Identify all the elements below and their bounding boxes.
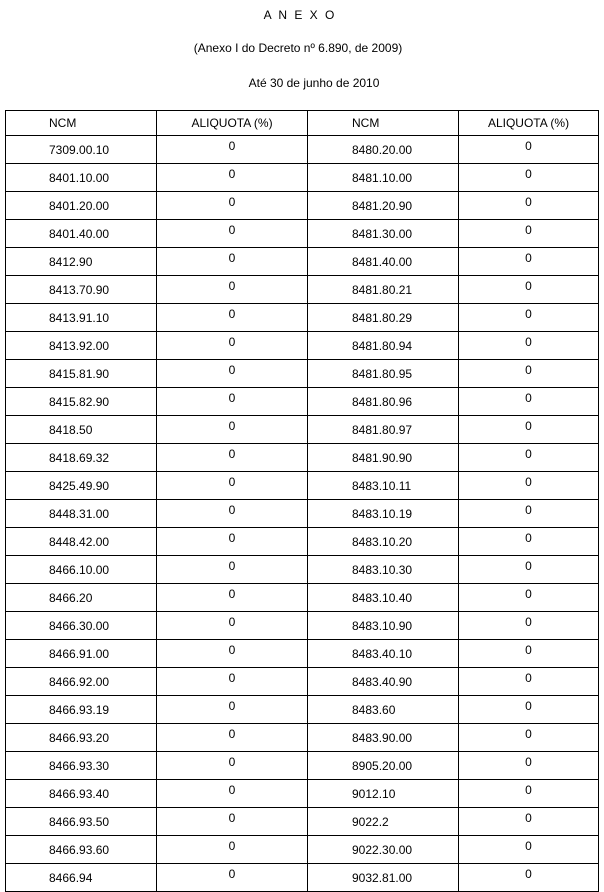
ncm-cell-2: 8481.80.21: [308, 276, 459, 304]
table-row: [6, 808, 599, 836]
aliquota-cell: 0: [157, 780, 308, 808]
aliquota-cell: 0: [157, 864, 308, 892]
ncm-cell: 8401.40.00: [6, 220, 157, 248]
ncm-cell-2: 8481.40.00: [308, 248, 459, 276]
ncm-cell-2: 8481.30.00: [308, 220, 459, 248]
aliquota-cell: 0: [157, 500, 308, 528]
table-row: [6, 388, 599, 416]
aliquota-cell-2: 0: [459, 276, 599, 304]
ncm-cell-2: 8483.40.10: [308, 640, 459, 668]
ncm-cell: 8466.20: [6, 584, 157, 612]
ncm-cell-2: 8483.10.19: [308, 500, 459, 528]
table-row: [6, 696, 599, 724]
aliquota-cell-2: 0: [459, 808, 599, 836]
ncm-cell: 8466.93.50: [6, 808, 157, 836]
aliquota-cell-2: 0: [459, 444, 599, 472]
table-row: [6, 500, 599, 528]
table-row: [6, 668, 599, 696]
aliquota-cell: 0: [157, 752, 308, 780]
ncm-cell: 8415.81.90: [6, 360, 157, 388]
table-row: [6, 192, 599, 220]
column-header-ncm: NCM: [6, 111, 157, 136]
aliquota-cell-2: 0: [459, 640, 599, 668]
ncm-cell: 8466.93.19: [6, 696, 157, 724]
ncm-cell-2: 8481.20.90: [308, 192, 459, 220]
ncm-cell: 8425.49.90: [6, 472, 157, 500]
ncm-cell-2: 8905.20.00: [308, 752, 459, 780]
table-row: [6, 612, 599, 640]
aliquota-cell: 0: [157, 556, 308, 584]
ncm-cell: 8466.92.00: [6, 668, 157, 696]
ncm-cell-2: 8481.90.90: [308, 444, 459, 472]
aliquota-cell: 0: [157, 836, 308, 864]
ncm-cell-2: 8481.10.00: [308, 164, 459, 192]
aliquota-cell: 0: [157, 444, 308, 472]
aliquota-cell: 0: [157, 136, 308, 164]
ncm-cell: 8412.90: [6, 248, 157, 276]
aliquota-cell-2: 0: [459, 500, 599, 528]
ncm-cell: 8466.91.00: [6, 640, 157, 668]
aliquota-cell-2: 0: [459, 472, 599, 500]
table-row: [6, 136, 599, 164]
aliquota-cell-2: 0: [459, 528, 599, 556]
column-header-aliquota-2: ALIQUOTA (%): [459, 111, 599, 136]
table-row: [6, 584, 599, 612]
table-row: [6, 416, 599, 444]
ncm-cell-2: 8481.80.97: [308, 416, 459, 444]
aliquota-cell-2: 0: [459, 584, 599, 612]
ncm-cell: 8466.94: [6, 864, 157, 892]
ncm-cell: 8466.93.20: [6, 724, 157, 752]
ncm-cell: 7309.00.10: [6, 136, 157, 164]
document-subtitle: (Anexo I do Decreto nº 6.890, de 2009): [193, 41, 403, 55]
ncm-cell-2: 8483.90.00: [308, 724, 459, 752]
aliquota-cell: 0: [157, 472, 308, 500]
table-row: [6, 528, 599, 556]
ncm-cell-2: 8483.10.30: [308, 556, 459, 584]
ncm-cell: 8466.10.00: [6, 556, 157, 584]
table-row: [6, 724, 599, 752]
ncm-cell-2: 8481.80.95: [308, 360, 459, 388]
table-row: [6, 220, 599, 248]
ncm-cell: 8415.82.90: [6, 388, 157, 416]
date-line: Até 30 de junho de 2010: [248, 76, 380, 90]
aliquota-cell: 0: [157, 724, 308, 752]
ncm-cell-2: 9022.2: [308, 808, 459, 836]
ncm-cell-2: 8481.80.94: [308, 332, 459, 360]
ncm-cell-2: 8483.10.11: [308, 472, 459, 500]
ncm-cell: 8466.93.60: [6, 836, 157, 864]
column-header-aliquota: ALIQUOTA (%): [157, 111, 308, 136]
ncm-cell-2: 8483.10.90: [308, 612, 459, 640]
aliquota-cell-2: 0: [459, 248, 599, 276]
table-row: [6, 248, 599, 276]
aliquota-cell-2: 0: [459, 136, 599, 164]
table-row: [6, 640, 599, 668]
ncm-cell: 8466.93.30: [6, 752, 157, 780]
table-row: [6, 472, 599, 500]
aliquota-cell: 0: [157, 248, 308, 276]
aliquota-cell: 0: [157, 276, 308, 304]
aliquota-cell: 0: [157, 332, 308, 360]
aliquota-cell-2: 0: [459, 780, 599, 808]
ncm-cell-2: 8483.10.40: [308, 584, 459, 612]
aliquota-cell-2: 0: [459, 220, 599, 248]
table-row: [6, 752, 599, 780]
aliquota-cell: 0: [157, 192, 308, 220]
table-row: [6, 164, 599, 192]
table-row: [6, 332, 599, 360]
column-header-ncm-2: NCM: [308, 111, 459, 136]
table-row: [6, 360, 599, 388]
aliquota-cell: 0: [157, 528, 308, 556]
ncm-cell: 8413.70.90: [6, 276, 157, 304]
ncm-cell-2: 8483.40.90: [308, 668, 459, 696]
table-row: [6, 836, 599, 864]
aliquota-cell: 0: [157, 668, 308, 696]
aliquota-cell: 0: [157, 640, 308, 668]
aliquota-cell-2: 0: [459, 360, 599, 388]
aliquota-cell-2: 0: [459, 668, 599, 696]
aliquota-cell-2: 0: [459, 192, 599, 220]
aliquota-cell-2: 0: [459, 752, 599, 780]
ncm-cell: 8448.31.00: [6, 500, 157, 528]
aliquota-cell-2: 0: [459, 556, 599, 584]
document-title: A N E X O: [263, 8, 337, 22]
ncm-cell: 8401.10.00: [6, 164, 157, 192]
ncm-cell: 8466.30.00: [6, 612, 157, 640]
table-row: [6, 444, 599, 472]
aliquota-cell: 0: [157, 304, 308, 332]
ncm-cell-2: 9012.10: [308, 780, 459, 808]
ncm-rate-table: [5, 110, 599, 892]
ncm-cell-2: 8481.80.29: [308, 304, 459, 332]
ncm-cell: 8413.91.10: [6, 304, 157, 332]
aliquota-cell-2: 0: [459, 164, 599, 192]
table-row: [6, 304, 599, 332]
ncm-cell-2: 9022.30.00: [308, 836, 459, 864]
aliquota-cell: 0: [157, 416, 308, 444]
aliquota-cell: 0: [157, 612, 308, 640]
aliquota-cell-2: 0: [459, 612, 599, 640]
ncm-cell: 8401.20.00: [6, 192, 157, 220]
aliquota-cell: 0: [157, 808, 308, 836]
table-row: [6, 556, 599, 584]
aliquota-cell: 0: [157, 360, 308, 388]
table-row: [6, 276, 599, 304]
aliquota-cell: 0: [157, 696, 308, 724]
ncm-cell-2: 8483.10.20: [308, 528, 459, 556]
ncm-cell-2: 8481.80.96: [308, 388, 459, 416]
aliquota-cell-2: 0: [459, 864, 599, 892]
ncm-cell-2: 8480.20.00: [308, 136, 459, 164]
aliquota-cell-2: 0: [459, 332, 599, 360]
aliquota-cell: 0: [157, 220, 308, 248]
aliquota-cell-2: 0: [459, 416, 599, 444]
table-row: [6, 780, 599, 808]
ncm-cell-2: 9032.81.00: [308, 864, 459, 892]
table-row: [6, 864, 599, 892]
ncm-cell: 8448.42.00: [6, 528, 157, 556]
ncm-cell: 8418.50: [6, 416, 157, 444]
ncm-cell: 8418.69.32: [6, 444, 157, 472]
aliquota-cell: 0: [157, 164, 308, 192]
aliquota-cell-2: 0: [459, 388, 599, 416]
aliquota-cell: 0: [157, 584, 308, 612]
aliquota-cell-2: 0: [459, 304, 599, 332]
ncm-cell-2: 8483.60: [308, 696, 459, 724]
ncm-cell: 8466.93.40: [6, 780, 157, 808]
table-header-row: [6, 111, 599, 136]
aliquota-cell: 0: [157, 388, 308, 416]
ncm-cell: 8413.92.00: [6, 332, 157, 360]
aliquota-cell-2: 0: [459, 836, 599, 864]
aliquota-cell-2: 0: [459, 724, 599, 752]
aliquota-cell-2: 0: [459, 696, 599, 724]
